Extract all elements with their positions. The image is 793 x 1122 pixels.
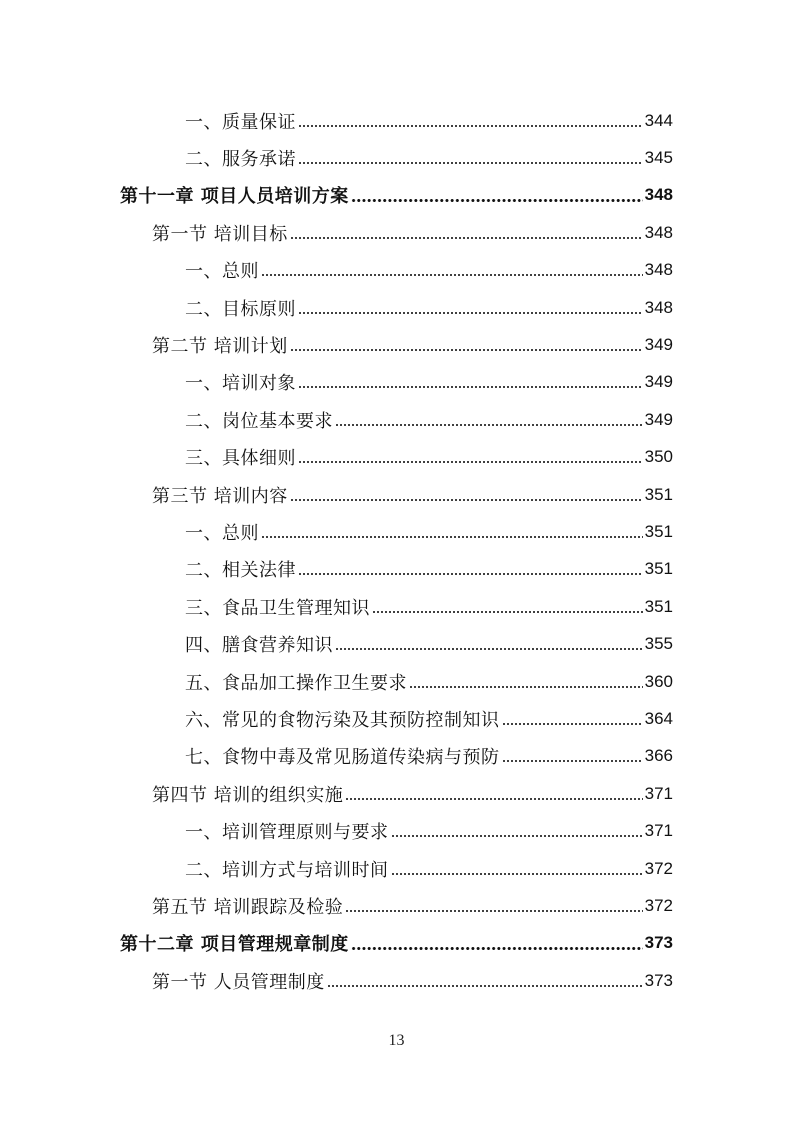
dot-leader <box>502 722 643 726</box>
toc-entry-title: 二、服务承诺 <box>185 149 296 171</box>
toc-entry[interactable] <box>0 738 793 775</box>
toc-entry-title: 第一节 人员管理制度 <box>152 971 325 993</box>
dot-leader <box>391 834 643 838</box>
toc-entry-page: 345 <box>644 148 673 168</box>
toc-section-entry[interactable] <box>0 476 793 513</box>
toc-entry-page: 351 <box>644 596 673 616</box>
dot-leader <box>372 610 643 614</box>
dot-leader <box>502 759 643 763</box>
toc-entry-page: 373 <box>644 970 673 990</box>
toc-entry-title: 一、总则 <box>185 522 259 544</box>
toc-entry-title: 二、相关法律 <box>185 560 296 582</box>
toc-entry[interactable] <box>0 588 793 625</box>
toc-entry[interactable] <box>0 513 793 550</box>
toc-entry-title: 第二节 培训计划 <box>152 336 288 358</box>
toc-entry-title: 一、培训管理原则与要求 <box>185 822 389 844</box>
toc-entry-page: 366 <box>644 746 673 766</box>
toc-entry[interactable] <box>0 364 793 401</box>
toc-section-entry[interactable] <box>0 326 793 363</box>
toc-entry-page: 344 <box>644 110 673 130</box>
toc-section-entry[interactable] <box>0 887 793 924</box>
toc-entry[interactable] <box>0 850 793 887</box>
dot-leader <box>261 535 643 539</box>
dot-leader <box>351 946 643 951</box>
toc-entry[interactable] <box>0 663 793 700</box>
dot-leader <box>298 311 643 315</box>
toc-entry-title: 二、培训方式与培训时间 <box>185 859 389 881</box>
dot-leader <box>327 984 643 988</box>
toc-entry[interactable] <box>0 439 793 476</box>
toc-entry-page: 373 <box>644 933 673 953</box>
dot-leader <box>290 498 643 502</box>
toc-entry-title: 第三节 培训内容 <box>152 485 288 507</box>
toc-entry-page: 360 <box>644 671 673 691</box>
dot-leader <box>391 872 643 876</box>
dot-leader <box>335 423 643 427</box>
toc-entry[interactable] <box>0 252 793 289</box>
toc-entry[interactable] <box>0 102 793 139</box>
toc-entry-title: 一、培训对象 <box>185 373 296 395</box>
toc-entry-page: 349 <box>644 409 673 429</box>
dot-leader <box>261 273 643 277</box>
dot-leader <box>298 572 643 576</box>
toc-entry-page: 350 <box>644 447 673 467</box>
toc-entry-title: 第五节 培训跟踪及检验 <box>152 896 344 918</box>
toc-entry-title: 第一节 培训目标 <box>152 223 288 245</box>
toc-entry-page: 349 <box>644 372 673 392</box>
dot-leader <box>298 460 643 464</box>
toc-entry[interactable] <box>0 139 793 176</box>
toc-section-entry[interactable] <box>0 962 793 999</box>
toc-entry-title: 一、质量保证 <box>185 111 296 133</box>
toc-entry-page: 349 <box>644 335 673 355</box>
toc-entry[interactable] <box>0 289 793 326</box>
toc-entry-page: 348 <box>644 297 673 317</box>
dot-leader <box>409 685 643 689</box>
dot-leader <box>298 124 643 128</box>
toc-entry-page: 372 <box>644 858 673 878</box>
toc-entry[interactable] <box>0 401 793 438</box>
table-of-contents <box>0 102 793 999</box>
toc-entry-page: 355 <box>644 634 673 654</box>
toc-entry-page: 348 <box>644 260 673 280</box>
toc-entry-title: 二、目标原则 <box>185 298 296 320</box>
toc-section-entry[interactable] <box>0 775 793 812</box>
toc-entry[interactable] <box>0 551 793 588</box>
toc-entry[interactable] <box>0 812 793 849</box>
toc-entry-page: 348 <box>644 222 673 242</box>
toc-entry-title: 四、膳食营养知识 <box>185 635 333 657</box>
toc-entry-page: 348 <box>644 185 673 205</box>
toc-entry-title: 一、总则 <box>185 261 259 283</box>
toc-entry-page: 351 <box>644 559 673 579</box>
dot-leader <box>290 348 643 352</box>
toc-entry-title: 第十二章 项目管理规章制度 <box>120 934 349 956</box>
toc-entry-title: 第四节 培训的组织实施 <box>152 784 344 806</box>
dot-leader <box>298 385 643 389</box>
dot-leader <box>298 161 643 165</box>
toc-entry-page: 372 <box>644 895 673 915</box>
toc-entry-page: 371 <box>644 821 673 841</box>
toc-entry-page: 351 <box>644 521 673 541</box>
toc-entry-title: 二、岗位基本要求 <box>185 410 333 432</box>
dot-leader <box>351 198 643 203</box>
toc-chapter-entry[interactable] <box>0 177 793 214</box>
dot-leader <box>345 909 642 913</box>
dot-leader <box>335 647 643 651</box>
dot-leader <box>290 236 643 240</box>
toc-entry-page: 371 <box>644 783 673 803</box>
toc-entry-title: 三、具体细则 <box>185 448 296 470</box>
toc-entry-title: 三、食品卫生管理知识 <box>185 597 370 619</box>
toc-entry[interactable] <box>0 625 793 662</box>
page-number: 13 <box>388 1032 405 1049</box>
toc-entry-title: 五、食品加工操作卫生要求 <box>185 672 407 694</box>
toc-entry[interactable] <box>0 700 793 737</box>
toc-entry-title: 七、食物中毒及常见肠道传染病与预防 <box>185 747 500 769</box>
toc-chapter-entry[interactable] <box>0 925 793 962</box>
dot-leader <box>345 797 642 801</box>
toc-entry-title: 第十一章 项目人员培训方案 <box>120 186 349 208</box>
toc-entry-title: 六、常见的食物污染及其预防控制知识 <box>185 709 500 731</box>
toc-entry-page: 364 <box>644 708 673 728</box>
toc-entry-page: 351 <box>644 484 673 504</box>
toc-section-entry[interactable] <box>0 214 793 251</box>
